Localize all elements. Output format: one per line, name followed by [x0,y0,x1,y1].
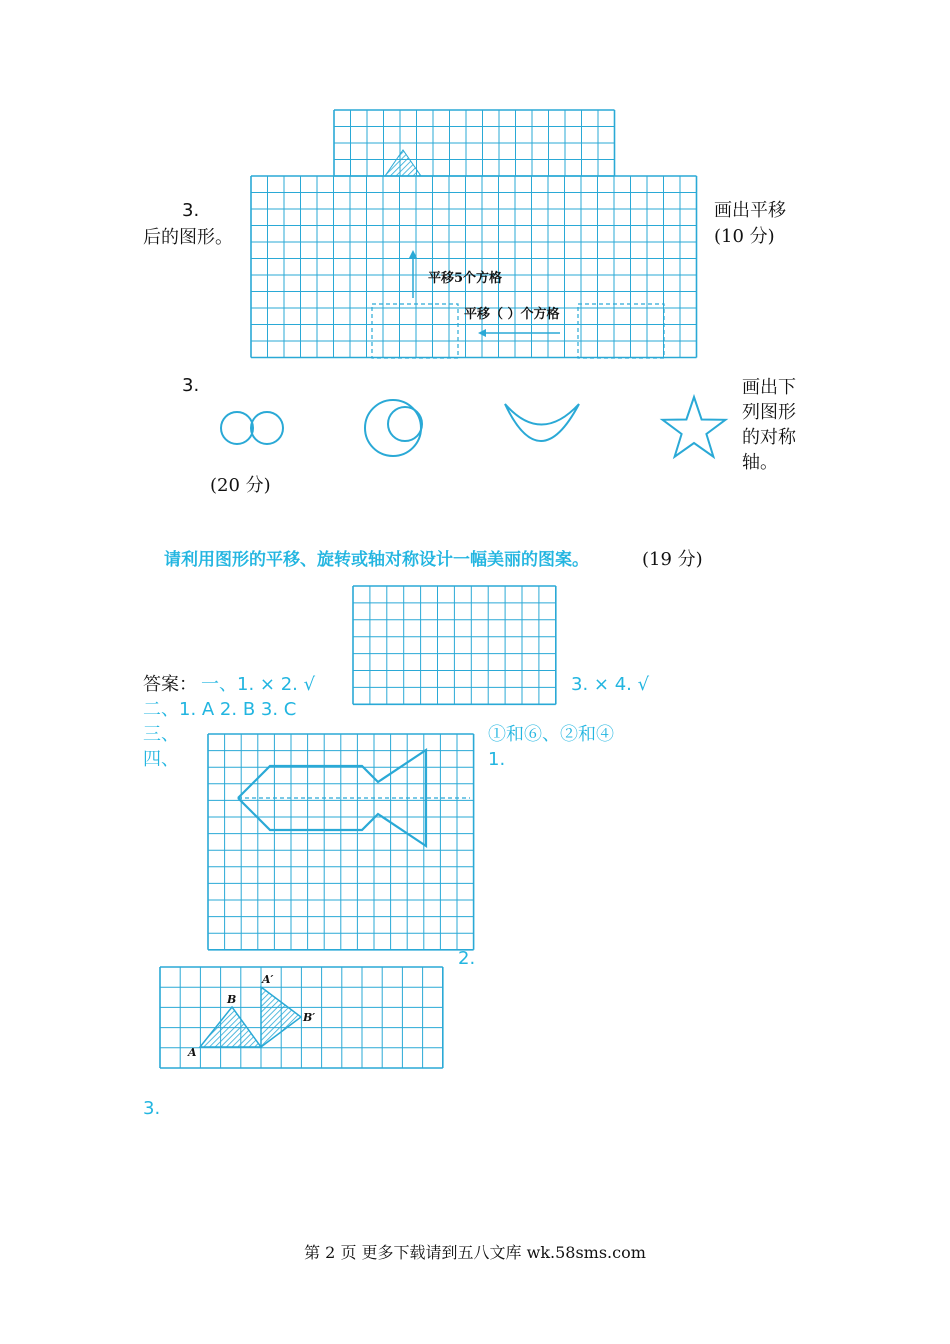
answers-label: 答案： [143,674,197,695]
point-b: B [227,993,237,1006]
point-a: A [188,1046,197,1059]
q3-translate-score: (10 分) [714,226,775,247]
q3-axis-line-2: 列图形 [742,402,796,423]
q3-axis-line-1: 画出下 [742,377,796,398]
design-prompt: 请利用图形的平移、旋转或轴对称设计一幅美丽的图案。 [164,550,589,570]
point-a-prime: A′ [262,973,274,986]
q3-translate-number: 3. [182,200,200,221]
point-b-prime: B′ [303,1011,316,1024]
answers-part2: 二、1. A 2. B 3. C [143,699,297,720]
answers-part3-answer: ①和⑥、②和④ [488,724,614,745]
answers-item2: 2. [458,948,476,969]
label-translate-up: 平移5个方格 [428,271,503,286]
answers-item3: 3. [143,1098,161,1119]
q3-axis-score: (20 分) [210,475,271,496]
q3-axis-number: 3. [182,375,200,396]
q3-translate-instruction-right: 画出平移 [714,200,786,221]
answers-part4-label: 四、 [143,749,179,770]
answers-part3-label: 三、 [143,724,179,745]
label-translate-left: 平移（ ）个方格 [464,307,560,322]
q3-axis-line-3: 的对称 [742,427,796,448]
answers-item1: 1. [488,749,506,770]
design-score: (19 分) [642,549,703,570]
triangle-original [200,1007,261,1047]
q3-axis-line-4: 轴。 [742,452,778,473]
q3-translate-instruction-left: 后的图形。 [143,227,233,248]
answers-part1-b: 3. × 4. √ [571,674,650,695]
answers-part1-a: 一、1. × 2. √ [201,674,316,695]
page-footer: 第 2 页 更多下载请到五八文库 wk.58sms.com [304,1243,646,1262]
